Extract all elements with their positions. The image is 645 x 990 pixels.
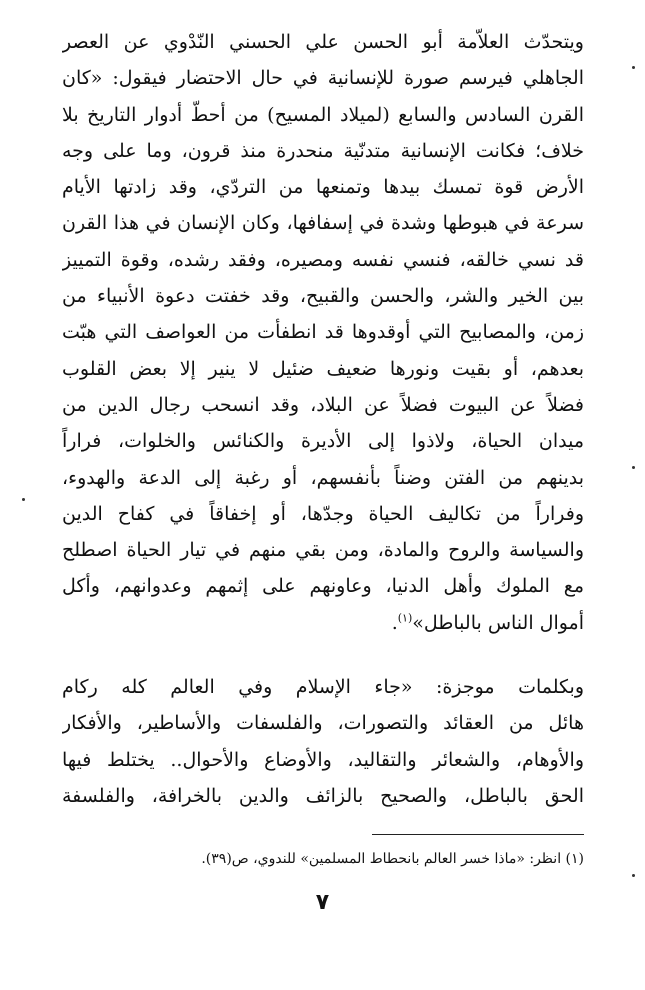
text-line-last	[62, 605, 584, 641]
paragraph-gap	[62, 641, 584, 669]
text-line: القرن السادس والسابع (لميلاد المسيح) من أحطّ أدوار التاريخ بلا	[62, 103, 584, 126]
paragraph-1	[62, 24, 584, 641]
text-line: وفراراً من تكاليف الحياة وجدّها، أو إخفاقاً في كفاح الدين	[62, 502, 584, 525]
text-line: ميدان الحياة، ولاذوا إلى الأديرة والكنائس والخلوات، فراراً	[62, 430, 584, 453]
main-text	[62, 24, 584, 814]
text-line: الحق بالباطل، والصحيح بالزائف والدين بالخرافة، والفلسفة	[62, 784, 584, 807]
margin-dot-mark	[22, 498, 25, 501]
text-line: زمن، والمصابيح التي أوقدوها قد انطفأت من العواصف التي هبّت	[62, 321, 584, 344]
text-line: خلاف؛ فكانت الإنسانية متدنّية منحدرة منذ قرون، وما على وجه	[62, 139, 584, 162]
text-line: والأوهام، والشعائر والتقاليد، والأوضاع والأحوال.. يختلط فيها	[62, 748, 584, 771]
text-line: والسياسة والروح والمادة، ومن بقي منهم في تيار الحياة اصطلح	[62, 539, 584, 562]
text-line: قد نسي خالقه، فنسي نفسه ومصيره، وفقد رشده، وقوة التمييز	[62, 248, 584, 271]
text-line: الجاهلي فيرسم صورة للإنسانية في حال الاحتضار فيقول: «كان	[62, 67, 584, 90]
paragraph-2	[62, 669, 584, 814]
margin-dot-mark	[632, 874, 635, 877]
end-punctuation: .	[391, 611, 398, 634]
footnote-reference[interactable]: (١)	[397, 611, 413, 625]
text-line: الأرض قوة تمسك بيدها وتمنعها من التردّي، وقد زادتها الأيام	[62, 176, 584, 199]
text-line: بدينهم من الفتن وضناً بأنفسهم، أو رغبة إلى الدعة والهدوء،	[62, 466, 584, 489]
text-line-content: أموال الناس بالباطل»	[412, 611, 584, 634]
text-line: ويتحدّث العلاّمة أبو الحسن علي الحسني النّدْوي عن العصر	[62, 31, 584, 53]
text-line: سرعة في هبوطها وشدة في إسفافها، وكان الإنسان في هذا القرن	[62, 212, 584, 235]
text-line: فضلاً عن البيوت فضلاً عن البلاد، وقد انسحب رجال الدين من	[62, 393, 584, 416]
margin-dot-mark	[632, 466, 635, 469]
margin-dot-mark	[632, 66, 635, 69]
text-line: مع الملوك وأهل الدنيا، وعاونهم على إثمهم وعدوانهم، وأكل	[62, 575, 584, 598]
footnote: (١) انظر: «ماذا خسر العالم بانحطاط المسلمين» للندوي، ص(٣٩).	[201, 851, 584, 867]
page-number: ٧	[315, 890, 330, 915]
text-line: بين الخير والشر، والحسن والقبيح، وقد خفتت دعوة الأنبياء من	[62, 285, 584, 308]
footnote-divider	[372, 834, 584, 835]
text-line: هائل من العقائد والتصورات، والفلسفات والأساطير، والأفكار	[62, 712, 584, 735]
text-line: وبكلمات موجزة: «جاء الإسلام وفي العالم كله ركام	[62, 676, 584, 699]
text-line: بعدهم، أو بقيت ونورها ضعيف ضئيل لا ينير إلا بعض القلوب	[62, 357, 584, 380]
